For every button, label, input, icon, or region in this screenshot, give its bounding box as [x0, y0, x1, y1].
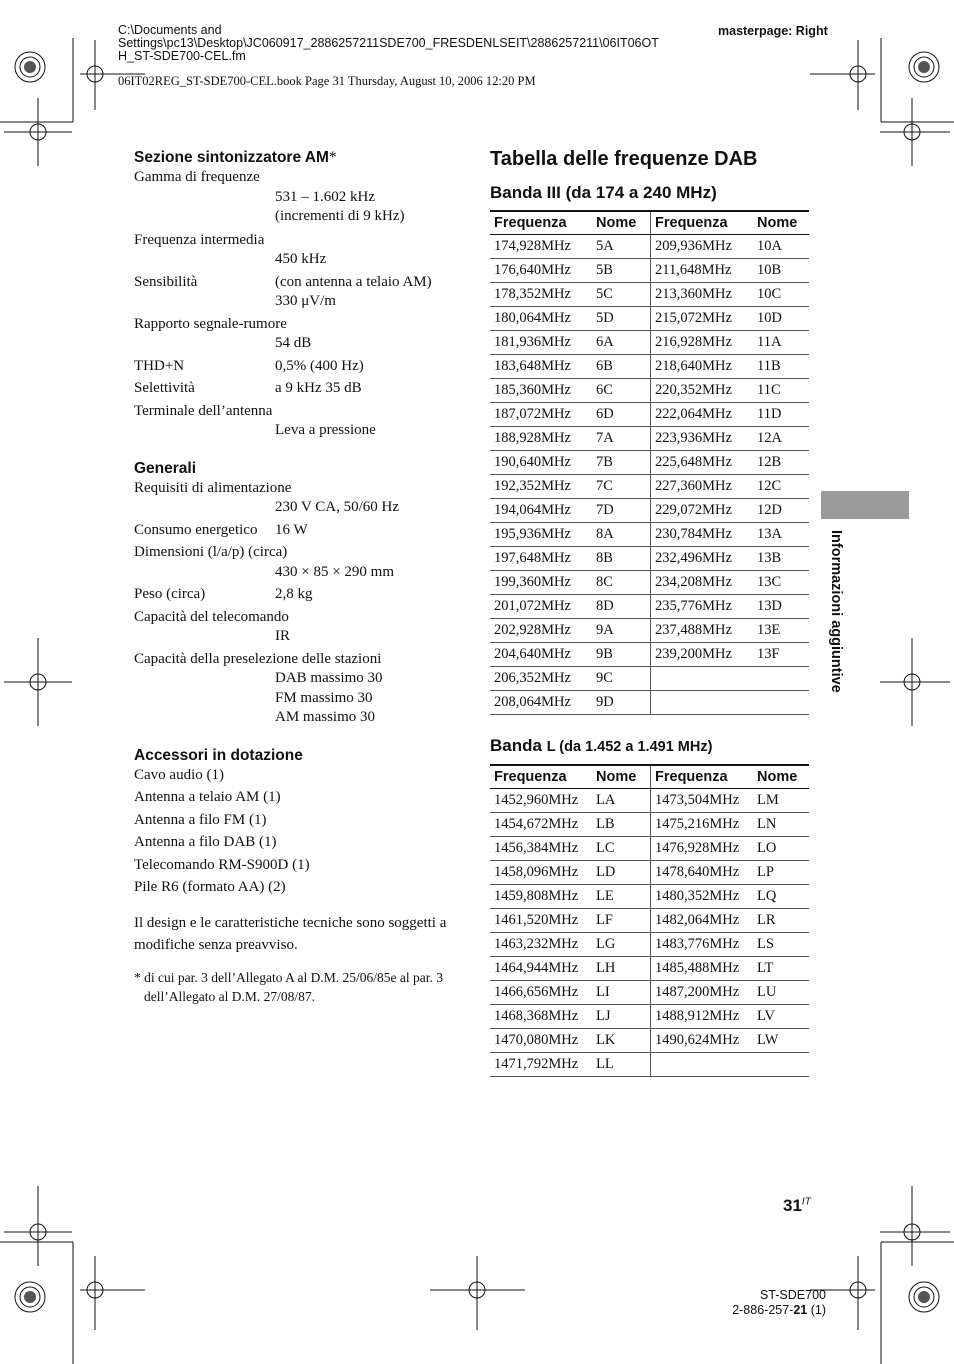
frequency-cell: 1454,672MHz — [490, 813, 592, 837]
table-row — [490, 957, 809, 981]
model-name: ST-SDE700 — [759, 1288, 826, 1302]
spec-value: 2,8 kg — [275, 586, 313, 602]
frequency-cell: 181,936MHz — [490, 331, 592, 355]
table-row — [490, 885, 809, 909]
spec-value: 430 × 85 × 290 mm — [275, 563, 395, 580]
channel-name-cell: LV — [753, 1005, 809, 1029]
table-header-row — [490, 211, 809, 235]
frequency-cell: 1483,776MHz — [651, 933, 754, 957]
table-row — [490, 475, 809, 499]
spec-value: 531 – 1.602 kHz — [275, 188, 375, 205]
file-path-line: C:\Documents and — [118, 23, 222, 37]
file-path — [118, 24, 698, 63]
channel-name-cell: 13F — [753, 643, 809, 667]
frequency-cell: 1490,624MHz — [651, 1029, 754, 1053]
frequency-cell: 192,352MHz — [490, 475, 592, 499]
column-header: Nome — [753, 765, 809, 789]
table-row — [490, 331, 809, 355]
channel-name-cell: LS — [753, 933, 809, 957]
table-row — [490, 933, 809, 957]
table-row — [490, 427, 809, 451]
column-header: Nome — [753, 211, 809, 235]
table-row — [490, 499, 809, 523]
spec-value: Leva a pressione — [275, 422, 376, 438]
channel-name-cell: 6A — [592, 331, 651, 355]
channel-name-cell: LK — [592, 1029, 651, 1053]
frequency-cell: 1485,488MHz — [651, 957, 754, 981]
frequency-cell: 232,496MHz — [651, 547, 754, 571]
channel-name-cell: 7A — [592, 427, 651, 451]
table-row — [490, 837, 809, 861]
spec-row — [134, 273, 464, 293]
frequency-cell: 178,352MHz — [490, 283, 592, 307]
channel-name-cell: 13E — [753, 619, 809, 643]
frequency-cell: 202,928MHz — [490, 619, 592, 643]
frequency-cell: 187,072MHz — [490, 403, 592, 427]
section-title-general: Generali — [134, 459, 197, 477]
frequency-cell: 188,928MHz — [490, 427, 592, 451]
frequency-cell — [651, 691, 754, 715]
spec-value: a 9 kHz 35 dB — [275, 380, 362, 396]
frequency-cell: 1463,232MHz — [490, 933, 592, 957]
frequency-cell: 174,928MHz — [490, 235, 592, 259]
column-header: Frequenza — [490, 211, 592, 235]
channel-name-cell: 10B — [753, 259, 809, 283]
table-row — [490, 307, 809, 331]
column-header: Nome — [592, 211, 651, 235]
table-header-row — [490, 765, 809, 789]
dab-table-title: Tabella delle frequenze DAB — [490, 148, 758, 170]
table-row — [490, 451, 809, 475]
channel-name-cell: 6C — [592, 379, 651, 403]
channel-name-cell: LI — [592, 981, 651, 1005]
channel-name-cell: 5C — [592, 283, 651, 307]
frequency-cell: 220,352MHz — [651, 379, 754, 403]
channel-name-cell: 12B — [753, 451, 809, 475]
table-row — [490, 981, 809, 1005]
frequency-cell: 237,488MHz — [651, 619, 754, 643]
column-header: Frequenza — [651, 765, 754, 789]
table-row — [490, 595, 809, 619]
model-code — [700, 1288, 826, 1318]
spec-value: FM massimo 30 — [275, 689, 373, 706]
spec-label: Rapporto segnale-rumore — [134, 315, 287, 332]
table-row — [490, 667, 809, 691]
band3-table — [490, 210, 809, 715]
channel-name-cell: 5B — [592, 259, 651, 283]
channel-name-cell: 10A — [753, 235, 809, 259]
frequency-cell: 215,072MHz — [651, 307, 754, 331]
frequency-cell: 1471,792MHz — [490, 1053, 592, 1077]
channel-name-cell: LU — [753, 981, 809, 1005]
accessory-item: Cavo audio (1) — [134, 766, 224, 783]
channel-name-cell: 8D — [592, 595, 651, 619]
specifications-column — [134, 148, 464, 1006]
frequency-cell: 1461,520MHz — [490, 909, 592, 933]
frequency-cell: 229,072MHz — [651, 499, 754, 523]
section-tab-marker — [821, 491, 909, 519]
frequency-cell: 197,648MHz — [490, 547, 592, 571]
channel-name-cell: 8C — [592, 571, 651, 595]
bandl-title: Banda L (da 1.452 a 1.491 MHz) — [490, 736, 713, 755]
channel-name-cell: 9C — [592, 667, 651, 691]
channel-name-cell: LJ — [592, 1005, 651, 1029]
channel-name-cell — [753, 667, 809, 691]
frequency-cell: 204,640MHz — [490, 643, 592, 667]
channel-name-cell: LH — [592, 957, 651, 981]
channel-name-cell: 9D — [592, 691, 651, 715]
channel-name-cell: LM — [753, 789, 809, 813]
section-title-accessories: Accessori in dotazione — [134, 746, 303, 764]
frequency-cell: 206,352MHz — [490, 667, 592, 691]
accessory-item: Telecomando RM-S900D (1) — [134, 856, 310, 873]
table-row — [490, 813, 809, 837]
channel-name-cell: 11C — [753, 379, 809, 403]
channel-name-cell: LW — [753, 1029, 809, 1053]
channel-name-cell: 6B — [592, 355, 651, 379]
frequency-cell: 1478,640MHz — [651, 861, 754, 885]
spec-row — [134, 585, 464, 605]
bandl-table — [490, 764, 809, 1077]
column-header: Frequenza — [651, 211, 754, 235]
table-row — [490, 355, 809, 379]
table-row — [490, 403, 809, 427]
spec-label: Consumo energetico — [134, 521, 258, 538]
section-tab-label — [822, 530, 852, 730]
frequency-cell: 194,064MHz — [490, 499, 592, 523]
frequency-cell: 1468,368MHz — [490, 1005, 592, 1029]
section-tab-text: Informazioni aggiuntive — [828, 530, 844, 693]
frequency-cell — [651, 667, 754, 691]
channel-name-cell: 13C — [753, 571, 809, 595]
channel-name-cell: 7D — [592, 499, 651, 523]
channel-name-cell: LO — [753, 837, 809, 861]
table-row — [490, 571, 809, 595]
table-row — [490, 547, 809, 571]
spec-value: 16 W — [275, 521, 308, 538]
frequency-cell: 176,640MHz — [490, 259, 592, 283]
spec-value: 330 μV/m — [275, 293, 336, 309]
file-path-line: Settings\pc13\Desktop\JC060917_2886257211SDE700_FRESDENLSEIT\2886257211\06IT06OT — [118, 36, 659, 50]
channel-name-cell: LE — [592, 885, 651, 909]
spec-label: THD+N — [134, 357, 185, 374]
channel-name-cell: 6D — [592, 403, 651, 427]
frequency-cell: 218,640MHz — [651, 355, 754, 379]
spec-label: Gamma di frequenze — [134, 169, 260, 185]
channel-name-cell: LA — [592, 789, 651, 813]
accessory-item: Antenna a filo DAB (1) — [134, 834, 277, 850]
channel-name-cell: 10C — [753, 283, 809, 307]
spec-row — [134, 379, 464, 399]
table-row — [490, 861, 809, 885]
band3-title: Banda III (da 174 a 240 MHz) — [490, 183, 717, 202]
channel-name-cell: 11A — [753, 331, 809, 355]
spec-label: Terminale dell’antenna — [134, 402, 273, 419]
channel-name-cell: LB — [592, 813, 651, 837]
table-row — [490, 523, 809, 547]
masterpage-label: masterpage: Right — [718, 24, 828, 38]
frequency-cell: 227,360MHz — [651, 475, 754, 499]
table-row — [490, 1029, 809, 1053]
frequency-cell: 222,064MHz — [651, 403, 754, 427]
frequency-cell: 209,936MHz — [651, 235, 754, 259]
frequency-cell: 190,640MHz — [490, 451, 592, 475]
spec-value: 450 kHz — [275, 251, 327, 267]
frequency-cell: 180,064MHz — [490, 307, 592, 331]
table-row — [490, 789, 809, 813]
channel-name-cell: 8A — [592, 523, 651, 547]
frequency-cell: 230,784MHz — [651, 523, 754, 547]
frequency-cell: 1464,944MHz — [490, 957, 592, 981]
frequency-cell: 1456,384MHz — [490, 837, 592, 861]
accessory-item: Pile R6 (formato AA) (2) — [134, 879, 286, 895]
spec-label: Frequenza intermedia — [134, 231, 265, 248]
spec-label: Sensibilità — [134, 273, 198, 290]
frequency-cell: 223,936MHz — [651, 427, 754, 451]
footnote-marker: * — [328, 149, 337, 166]
accessory-item: Antenna a telaio AM (1) — [134, 789, 281, 805]
design-notice: Il design e le caratteristiche tecniche sono soggetti a modifiche senza preavviso. — [134, 914, 447, 953]
frequency-cell: 225,648MHz — [651, 451, 754, 475]
frequency-cell: 239,200MHz — [651, 643, 754, 667]
channel-name-cell: LQ — [753, 885, 809, 909]
table-row — [490, 1005, 809, 1029]
channel-name-cell — [753, 1053, 809, 1077]
channel-name-cell: 13B — [753, 547, 809, 571]
spec-row — [134, 357, 464, 377]
channel-name-cell: 12D — [753, 499, 809, 523]
frequency-cell: 201,072MHz — [490, 595, 592, 619]
frequency-cell: 1473,504MHz — [651, 789, 754, 813]
footnote: * di cui par. 3 dell’Allegato A al D.M. 25/06/85e al par. 3 dell’Allegato al D.M. 27/08/87. — [134, 969, 443, 1004]
channel-name-cell: 9B — [592, 643, 651, 667]
table-row — [490, 235, 809, 259]
spec-label: Capacità del telecomando — [134, 608, 289, 625]
spec-label: Capacità della preselezione delle stazioni — [134, 650, 382, 667]
frequency-cell: 1482,064MHz — [651, 909, 754, 933]
frequency-cell: 211,648MHz — [651, 259, 754, 283]
spec-value: IR — [275, 628, 290, 644]
book-info-line: 06IT02REG_ST-SDE700-CEL.book Page 31 Thursday, August 10, 2006 12:20 PM — [118, 74, 536, 88]
channel-name-cell: 5A — [592, 235, 651, 259]
accessory-item: Antenna a filo FM (1) — [134, 811, 267, 828]
frequency-cell: 185,360MHz — [490, 379, 592, 403]
frequency-cell: 1466,656MHz — [490, 981, 592, 1005]
frequency-cell: 234,208MHz — [651, 571, 754, 595]
channel-name-cell: LT — [753, 957, 809, 981]
spec-value: DAB massimo 30 — [275, 670, 383, 686]
channel-name-cell: 11B — [753, 355, 809, 379]
column-header: Nome — [592, 765, 651, 789]
spec-value: (incrementi di 9 kHz) — [275, 208, 405, 224]
frequency-cell: 1488,912MHz — [651, 1005, 754, 1029]
channel-name-cell: 13A — [753, 523, 809, 547]
section-title-am: Sezione sintonizzatore AM* — [134, 149, 337, 166]
frequency-cell: 1470,080MHz — [490, 1029, 592, 1053]
frequency-cell: 1487,200MHz — [651, 981, 754, 1005]
spec-label: Dimensioni (l/a/p) (circa) — [134, 544, 288, 560]
spec-label: Peso (circa) — [134, 586, 206, 602]
frequency-cell: 1459,808MHz — [490, 885, 592, 909]
table-row — [490, 619, 809, 643]
frequency-cell: 1476,928MHz — [651, 837, 754, 861]
channel-name-cell: LR — [753, 909, 809, 933]
table-row — [490, 283, 809, 307]
frequency-cell: 1452,960MHz — [490, 789, 592, 813]
channel-name-cell: LN — [753, 813, 809, 837]
table-row — [490, 691, 809, 715]
column-header: Frequenza — [490, 765, 592, 789]
spec-value: (con antenna a telaio AM) — [275, 273, 432, 290]
channel-name-cell: LD — [592, 861, 651, 885]
channel-name-cell: 7C — [592, 475, 651, 499]
spec-value: 0,5% (400 Hz) — [275, 357, 364, 374]
frequency-cell: 235,776MHz — [651, 595, 754, 619]
frequency-cell: 195,936MHz — [490, 523, 592, 547]
spec-value: 54 dB — [275, 335, 312, 351]
frequency-cell: 1458,096MHz — [490, 861, 592, 885]
dab-frequency-section — [490, 146, 810, 1077]
channel-name-cell: 12C — [753, 475, 809, 499]
spec-value: AM massimo 30 — [275, 709, 376, 725]
spec-label: Requisiti di alimentazione — [134, 479, 292, 496]
file-path-line: H_ST-SDE700-CEL.fm — [118, 49, 246, 63]
frequency-cell: 1480,352MHz — [651, 885, 754, 909]
channel-name-cell: 9A — [592, 619, 651, 643]
table-row — [490, 909, 809, 933]
part-number: 2-886-257-21 (1) — [732, 1303, 826, 1317]
frequency-cell: 1475,216MHz — [651, 813, 754, 837]
frequency-cell — [651, 1053, 754, 1077]
channel-name-cell: LL — [592, 1053, 651, 1077]
channel-name-cell: 10D — [753, 307, 809, 331]
frequency-cell: 208,064MHz — [490, 691, 592, 715]
channel-name-cell: LP — [753, 861, 809, 885]
channel-name-cell: 7B — [592, 451, 651, 475]
frequency-cell: 213,360MHz — [651, 283, 754, 307]
table-row — [490, 259, 809, 283]
channel-name-cell: 12A — [753, 427, 809, 451]
channel-name-cell: LG — [592, 933, 651, 957]
channel-name-cell — [753, 691, 809, 715]
channel-name-cell: LC — [592, 837, 651, 861]
table-row — [490, 379, 809, 403]
table-row — [490, 1053, 809, 1077]
channel-name-cell: 5D — [592, 307, 651, 331]
spec-label: Selettività — [134, 380, 195, 396]
frequency-cell: 199,360MHz — [490, 571, 592, 595]
table-row — [490, 643, 809, 667]
channel-name-cell: LF — [592, 909, 651, 933]
spec-value: 230 V CA, 50/60 Hz — [275, 499, 400, 515]
frequency-cell: 216,928MHz — [651, 331, 754, 355]
channel-name-cell: 8B — [592, 547, 651, 571]
channel-name-cell: 11D — [753, 403, 809, 427]
spec-row — [134, 521, 464, 541]
page-number: $31^{IT}$ — [783, 1196, 811, 1215]
frequency-cell: 183,648MHz — [490, 355, 592, 379]
channel-name-cell: 13D — [753, 595, 809, 619]
